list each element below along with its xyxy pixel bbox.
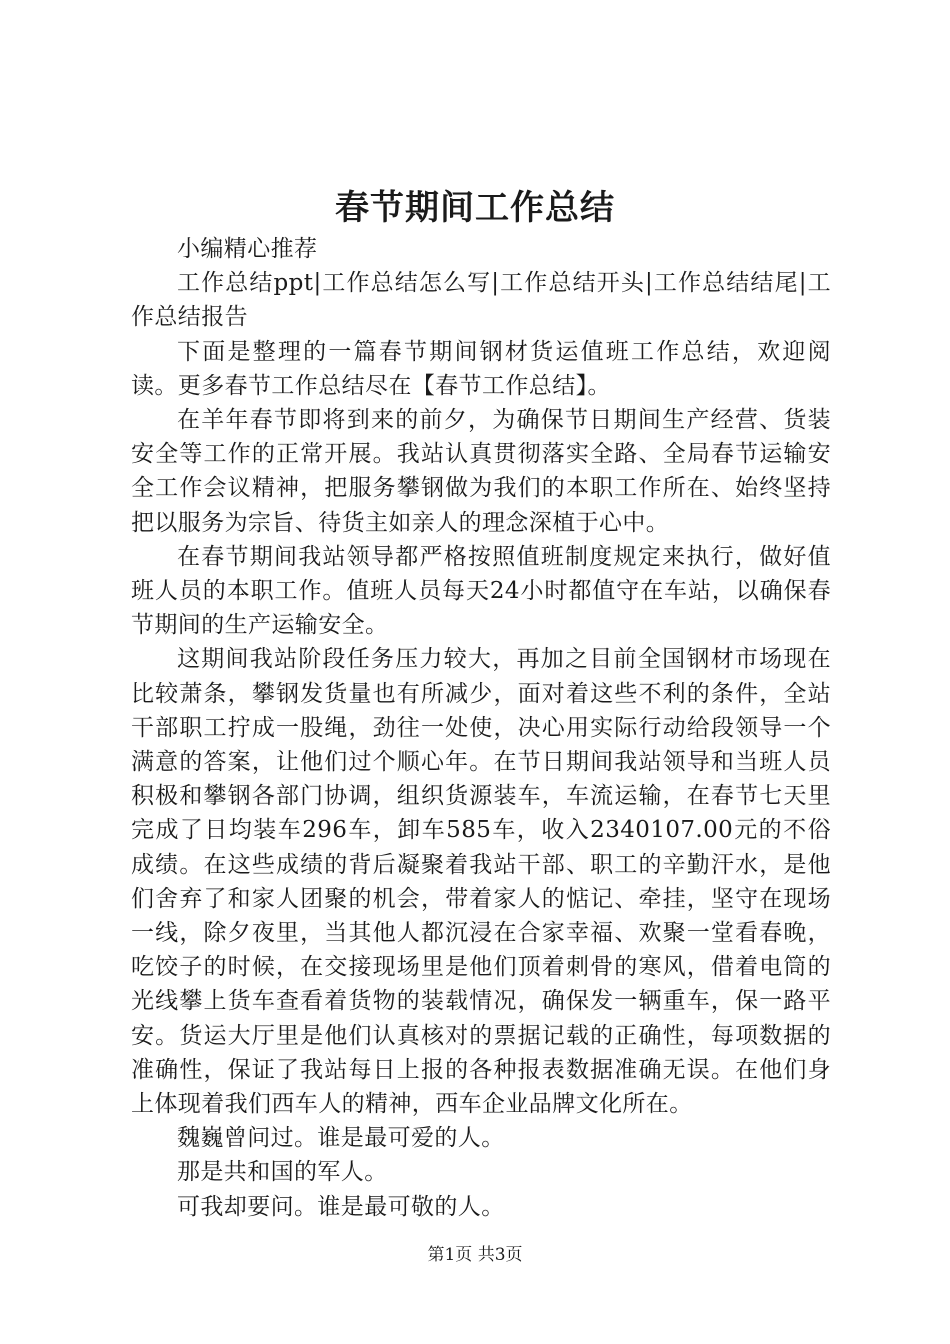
paragraph-related-links: 工作总结ppt|工作总结怎么写|工作总结开头|工作总结结尾|工作总结报告 xyxy=(131,270,831,331)
paragraph-duty-system: 在春节期间我站领导都严格按照值班制度规定来执行，做好值班人员的本职工作。值班人员每天24小时都值守在车站，以确保春节期间的生产运输安全。 xyxy=(131,543,831,639)
paragraph-intro: 下面是整理的一篇春节期间钢材货运值班工作总结，欢迎阅读。更多春节工作总结尽在【春节工作总结】。 xyxy=(131,338,831,399)
paragraph-achievements: 这期间我站阶段任务压力较大，再加之目前全国钢材市场现在比较萧条，攀钢发货量也有所减少，面对着这些不利的条件，全站干部职工拧成一股绳，劲往一处使，决心用实际行动给段领导一个满意的答案，让他们过个顺心年。在节日期间我站领导和当班人员积极和攀钢各部门协调，组织货源装车，车流运输，在春节七天里完成了日均装车296车，卸车585车，收入2340107.00元的不俗成绩。在这些成绩的背后凝聚着我站干部、职工的辛勤汗水，是他们舍弃了和家人团聚的机会，带着家人的惦记、牵挂，坚守在现场一线，除夕夜里，当其他人都沉浸在合家幸福、欢聚一堂看春晚，吃饺子的时候，在交接现场里是他们顶着刺骨的寒风，借着电筒的光线攀上货车查看着货物的装载情况，确保发一辆重车，保一路平安。货运大厅里是他们认真核对的票据记载的正确性，每项数据的准确性，保证了我站每日上报的各种报表数据准确无误。在他们身上体现着我们西车人的精神，西车企业品牌文化所在。 xyxy=(131,646,831,1118)
document-title: 春节期间工作总结 xyxy=(335,188,615,228)
paragraph-quote-2: 那是共和国的军人。 xyxy=(177,1159,388,1186)
document-body xyxy=(131,232,831,1224)
paragraph-quote-1: 魏巍曾问过。谁是最可爱的人。 xyxy=(177,1125,505,1152)
paragraph-recommend: 小编精心推荐 xyxy=(177,236,318,262)
paragraph-background: 在羊年春节即将到来的前夕，为确保节日期间生产经营、货装安全等工作的正常开展。我站认真贯彻落实全路、全局春节运输安全工作会议精神，把服务攀钢做为我们的本职工作所在、始终坚持把以服务为宗旨、待货主如亲人的理念深植于心中。 xyxy=(131,407,831,536)
paragraph-quote-3: 可我却要问。谁是最可敬的人。 xyxy=(177,1193,505,1220)
page-footer: 第1页 共3页 xyxy=(427,1245,523,1265)
